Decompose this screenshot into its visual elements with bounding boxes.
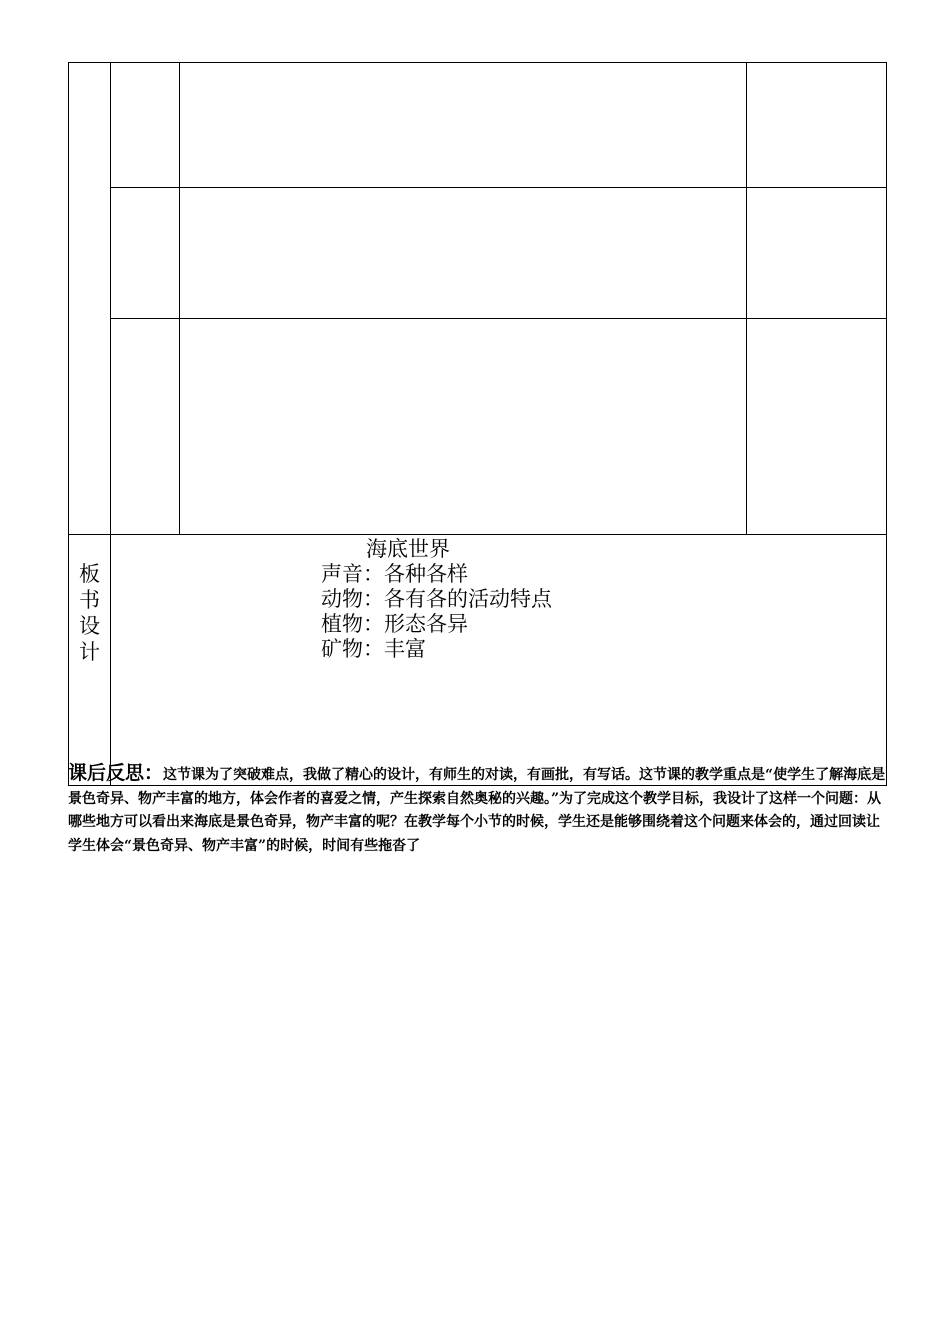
step-cell — [111, 188, 180, 319]
lesson-plan-table — [68, 62, 887, 786]
note-cell — [746, 63, 886, 188]
board-design-row — [69, 535, 887, 786]
board-line: 植物：形态各异 — [321, 612, 469, 636]
content-cell — [180, 188, 747, 319]
content-cell — [180, 63, 747, 188]
table-row — [69, 319, 887, 535]
step-cell — [111, 319, 180, 535]
note-cell — [746, 319, 886, 535]
table-row — [69, 63, 887, 188]
board-line: 矿物：丰富 — [321, 637, 427, 661]
note-cell — [746, 188, 886, 319]
board-line: 动物：各有各的活动特点 — [321, 587, 553, 611]
step-cell — [111, 63, 180, 188]
reflection-label: 课后反思： — [68, 762, 164, 784]
label-char: 书 — [79, 588, 101, 612]
board-design-content — [321, 535, 552, 662]
board-title: 海底世界 — [366, 537, 451, 561]
board-design-label — [69, 535, 111, 786]
table-row — [69, 188, 887, 319]
content-cell — [180, 319, 747, 535]
board-design-content-cell — [111, 535, 887, 786]
post-lesson-reflection — [68, 762, 888, 858]
board-line: 声音：各种各样 — [321, 562, 469, 586]
label-char: 设 — [79, 614, 101, 638]
reflection-text: 这节课为了突破难点，我做了精心的设计，有师生的对读，有画批，有写话。这节课的教学重点是“使学生了解海底是景色奇异、物产丰富的地方，体会作者的喜爱之情，产生探索自然奥秘的兴趣。”为了完成这个教学目标，我设计了这样一个问题：从哪些地方可以看出来海底是景色奇异，物产丰富的呢？在教学每个小节的时候，学生还是能够围绕着这个问题来体会的，通过回读让学生体会“景色奇异、物产丰富”的时候，时间有些拖沓了 — [68, 767, 886, 854]
label-char: 计 — [79, 640, 101, 664]
section-label-cell — [69, 63, 111, 535]
label-char: 板 — [79, 562, 101, 586]
